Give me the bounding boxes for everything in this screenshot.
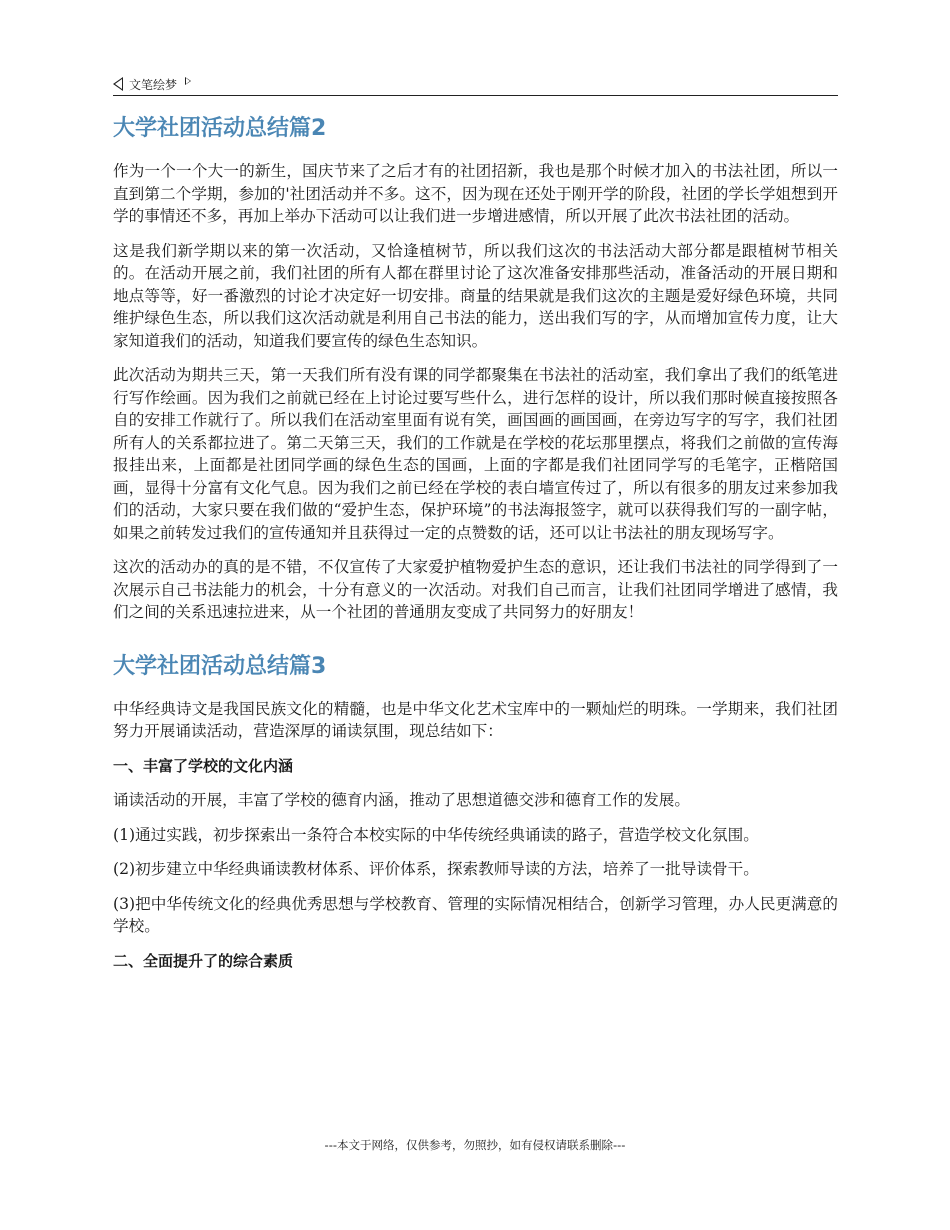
paragraph: 这次的活动办的真的是不错，不仅宣传了大家爱护植物爱护生态的意识，还让我们书法社的同学得到了一次展示自己书法能力的机会，十分有意义的一次活动。对我们自己而言，让我们社团同学增进了感情，我们之间的关系迅速拉进来，从一个社团的普通朋友变成了共同努力的好朋友！ [113,558,838,621]
subheading: 二、全面提升了的综合素质 [113,951,294,970]
paragraph: (2)初步建立中华经典诵读教材体系、评价体系，探索教师导读的方法，培养了一批导读骨干。 [113,860,759,878]
page-header [113,73,838,96]
paragraph: 中华经典诗文是我国民族文化的精髓，也是中华文化艺术宝库中的一颗灿烂的明珠。一学期来，我们社团努力开展诵读活动，营造深厚的诵读氛围，现总结如下： [113,699,838,740]
triangle-left-icon [113,77,123,91]
triangle-right-icon [185,77,191,85]
document-body [113,112,838,984]
paragraph: 作为一个一个大一的新生，国庆节来了之后才有的社团招新，我也是那个时候才加入的书法社团，所以一直到第二个学期，参加的'社团活动并不多。这不，因为现在还处于刚开学的阶段，社团的学长学姐想到开学的事情还不多，再加上举办下活动可以让我们进一步增进感情，所以开展了此次书法社团的活动。 [113,162,838,225]
header-title: 文笔绘梦 [129,77,178,92]
section-heading: 大学社团活动总结篇2 [113,116,327,141]
section-heading: 大学社团活动总结篇3 [113,653,327,679]
paragraph: (1)通过实践，初步探索出一条符合本校实际的中华传统经典诵读的路子，营造学校文化氛围。 [113,825,759,844]
paragraph: 这是我们新学期以来的第一次活动，又恰逢植树节，所以我们这次的书法活动大部分都是跟植树节相关的。在活动开展之前，我们社团的所有人都在群里讨论了这次准备安排那些活动，准备活动的开展日期和地点等等，好一番激烈的讨论才决定好一切安排。商量的结果就是我们这次的主题是爱好绿色环境，共同维护绿色生态，所以我们这次活动就是利用自己书法的能力，送出我们写的字，从而增加宣传力度，让大家知道我们的活动，知道我们要宣传的绿色生态知识。 [113,241,838,350]
paragraph: (3)把中华传统文化的经典优秀思想与学校教育、管理的实际情况相结合，创新学习管理，办人民更满意的学校。 [113,894,838,935]
subheading: 一、丰富了学校的文化内涵 [113,756,294,775]
paragraph: 诵读活动的开展，丰富了学校的德育内涵，推动了思想道德交涉和德育工作的发展。 [113,791,690,809]
paragraph: 此次活动为期共三天，第一天我们所有没有课的同学都聚集在书法社的活动室，我们拿出了我们的纸笔进行写作绘画。因为我们之前就已经在上讨论过要写些什么，进行怎样的设计，所以我们那时候直接按照各自的安排工作就行了。所以我们在活动室里面有说有笑，画国画的画国画，在旁边写字的写字，我们社团所有人的关系都拉进了。第二天第三天，我们的工作就是在学校的花坛那里摆点，将我们之前做的宣传海报挂出来，上面都是社团同学画的绿色生态的国画，上面的字都是我们社团同学写的毛笔字，正楷陪国画，显得十分富有文化气息。因为我们之前已经在学校的表白墙宣传过了，所以有很多的朋友过来参加我们的活动，大家只要在我们做的“爱护生态，保护环境”的书法海报签字，就可以获得我们写的一副字帖，如果之前转发过我们的宣传通知并且获得过一定的点赞数的话，还可以让书法社的朋友现场写字。 [113,366,838,542]
page-footer: ---本文于网络，仅供参考，勿照抄，如有侵权请联系删除--- [324,1138,626,1152]
